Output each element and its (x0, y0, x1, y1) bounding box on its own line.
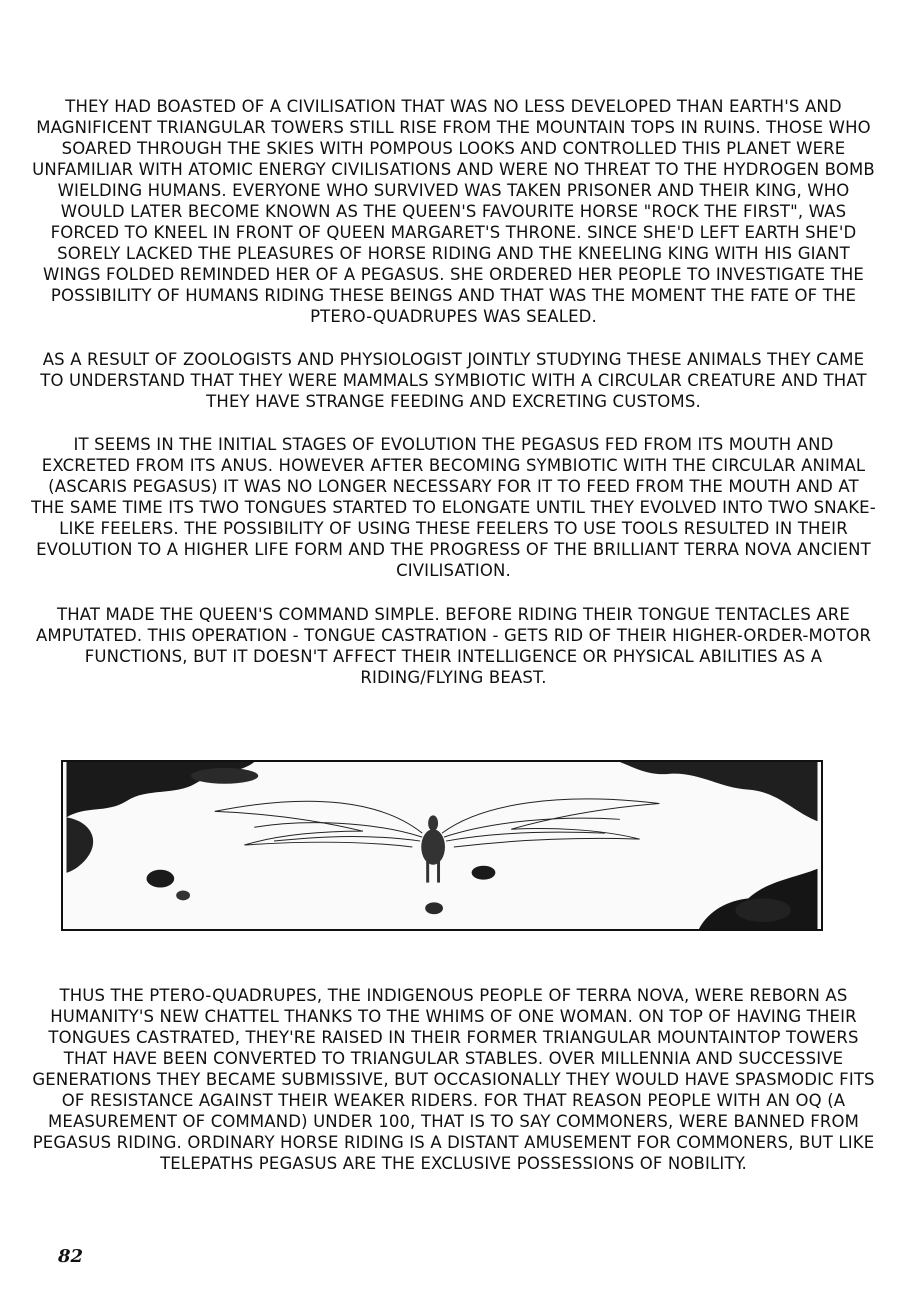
page-number: 82 (58, 1246, 84, 1267)
pegasus-body (421, 815, 445, 882)
text-paragraph-1: THEY HAD BOASTED OF A CIVILISATION THAT WAS NO LESS DEVELOPED THAN EARTH'S AND MAGNIFICENT TRIANGULAR TOWERS STILL RISE FROM THE MOUNTAIN TOPS IN RUINS. THOSE WHO SOARED THROUGH THE SKIES WITH POMPOUS LOOKS AND CONTROLLED THIS PLANET WERE UNFAMILIAR WITH ATOMIC ENERGY CIVILISATIONS AND WERE NO THREAT TO THE HYDROGEN BOMB WIELDING HUMANS. EVERYONE WHO SURVIVED WAS TAKEN PRISONER AND THEIR KING, WHO WOULD LATER BECOME KNOWN AS THE QUEEN'S FAVOURITE HORSE "ROCK THE FIRST", WAS FORCED TO KNEEL IN FRONT OF QUEEN MARGARET'S THRONE. SINCE SHE'D LEFT EARTH SHE'D SORELY LACKED THE PLEASURES OF HORSE RIDING AND THE KNEELING KING WITH HIS GIANT WINGS FOLDED REMINDED HER OF A PEGASUS. SHE ORDERED HER PEOPLE TO INVESTIGATE THE POSSIBILITY OF HUMANS RIDING THESE BEINGS AND THAT WAS THE MOMENT THE FATE OF THE PTERO-QUADRUPES WAS SEALED. (32, 97, 875, 326)
text-paragraph-2: AS A RESULT OF ZOOLOGISTS AND PHYSIOLOGIST JOINTLY STUDYING THESE ANIMALS THEY CAME TO UNDERSTAND THAT THEY WERE MAMMALS SYMBIOTIC WITH A CIRCULAR CREATURE AND THAT THEY HAVE STRANGE FEEDING AND EXCRETING CUSTOMS. (40, 350, 867, 411)
pegasus-illustration (63, 762, 821, 929)
text-paragraph-5: THUS THE PTERO-QUADRUPES, THE INDIGENOUS PEOPLE OF TERRA NOVA, WERE REBORN AS HUMANITY'S NEW CHATTEL THANKS TO THE WHIMS OF ONE WOMAN. ON TOP OF HAVING THEIR TONGUES CASTRATED, THEY'RE RAISED IN THEIR FORMER TRIANGULAR MOUNTAINTOP TOWERS THAT HAVE BEEN CONVERTED TO TRIANGULAR STABLES. OVER MILLENNIA AND SUCCESSIVE GENERATIONS THEY BECAME SUBMISSIVE, BUT OCCASIONALLY THEY WOULD HAVE SPASMODIC FITS OF RESISTANCE AGAINST THEIR WEAKER RIDERS. FOR THAT REASON PEOPLE WITH AN OQ (A MEASUREMENT OF COMMAND) UNDER 100, THAT IS TO SAY COMMONERS, WERE BANNED FROM PEGASUS RIDING. ORDINARY HORSE RIDING IS A DISTANT AMUSEMENT FOR COMMONERS, BUT LIKE TELEPATHS PEGASUS ARE THE EXCLUSIVE POSSESSIONS OF NOBILITY. (32, 986, 875, 1173)
pegasus-illustration-panel (61, 760, 823, 931)
cloud-top-right (620, 762, 818, 821)
text-paragraph-4: THAT MADE THE QUEEN'S COMMAND SIMPLE. BEFORE RIDING THEIR TONGUE TENTACLES ARE AMPUTATED. THIS OPERATION - TONGUE CASTRATION - GETS RID OF THEIR HIGHER-ORDER-MOTOR FUNCTIONS, BUT IT DOESN'T AFFECT THEIR INTELLIGENCE OR PHYSICAL ABILITIES AS A RIDING/FLYING BEAST. (35, 605, 872, 687)
text-paragraph-3: IT SEEMS IN THE INITIAL STAGES OF EVOLUTION THE PEGASUS FED FROM ITS MOUTH AND EXCRETED FROM ITS ANUS. HOWEVER AFTER BECOMING SYMBIOTIC WITH THE CIRCULAR ANIMAL (ASCARIS PEGASUS) IT WAS NO LONGER NECESSARY FOR IT TO FEED FROM THE MOUTH AND AT THE SAME TIME ITS TWO TONGUES STARTED TO ELONGATE UNTIL THEY EVOLVED INTO TWO SNAKE-LIKE FEELERS. THE POSSIBILITY OF USING THESE FEELERS TO USE TOOLS RESULTED IN THEIR EVOLUTION TO A HIGHER LIFE FORM AND THE PROGRESS OF THE BRILLIANT TERRA NOVA ANCIENT CIVILISATION. (31, 435, 876, 580)
